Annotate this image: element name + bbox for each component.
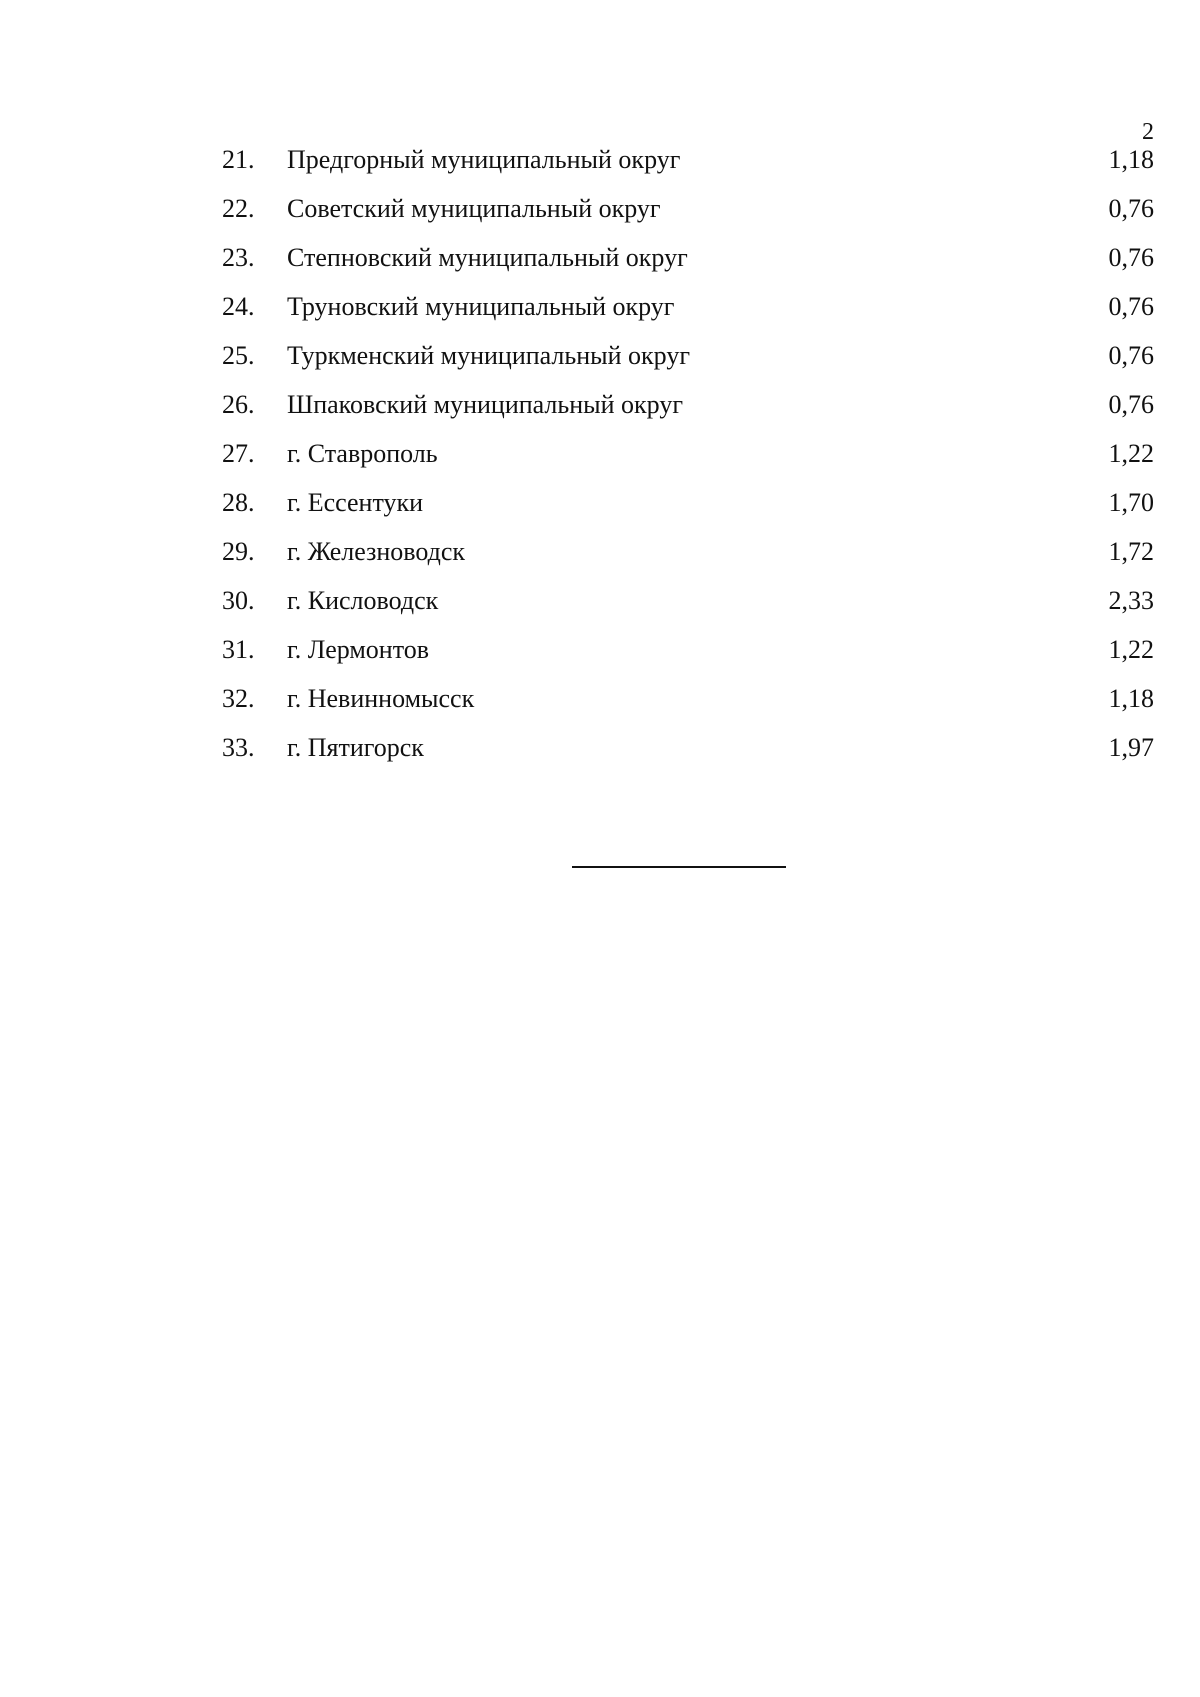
row-value: 2,33 (1108, 586, 1154, 615)
row-number: 30. (222, 586, 255, 615)
row-number: 21. (222, 145, 255, 174)
row-number: 26. (222, 390, 255, 419)
row-name: г. Кисловодск (287, 586, 439, 615)
row-name: Предгорный муниципальный округ (287, 145, 681, 174)
coefficients-table (0, 145, 1200, 782)
row-number: 29. (222, 537, 255, 566)
row-number: 32. (222, 684, 255, 713)
row-value: 0,76 (1108, 390, 1154, 419)
table-row (0, 586, 1200, 635)
row-number: 23. (222, 243, 255, 272)
table-row (0, 292, 1200, 341)
row-name: г. Лермонтов (287, 635, 429, 664)
table-row (0, 439, 1200, 488)
row-number: 28. (222, 488, 255, 517)
row-name: Советский муниципальный округ (287, 194, 661, 223)
row-value: 1,70 (1108, 488, 1154, 517)
row-number: 22. (222, 194, 255, 223)
table-row (0, 635, 1200, 684)
row-number: 25. (222, 341, 255, 370)
row-value: 1,22 (1108, 635, 1154, 664)
row-name: г. Пятигорск (287, 733, 424, 762)
table-row (0, 488, 1200, 537)
row-value: 1,22 (1108, 439, 1154, 468)
table-row (0, 243, 1200, 292)
table-row (0, 390, 1200, 439)
row-name: г. Ставрополь (287, 439, 438, 468)
end-of-document-line (572, 866, 786, 868)
row-value: 0,76 (1108, 194, 1154, 223)
row-value: 1,18 (1108, 145, 1154, 174)
row-number: 24. (222, 292, 255, 321)
row-value: 1,72 (1108, 537, 1154, 566)
table-row (0, 684, 1200, 733)
row-name: Труновский муниципальный округ (287, 292, 675, 321)
row-number: 31. (222, 635, 255, 664)
row-name: Шпаковский муниципальный округ (287, 390, 683, 419)
table-row (0, 194, 1200, 243)
row-name: Туркменский муниципальный округ (287, 341, 690, 370)
row-name: Степновский муниципальный округ (287, 243, 688, 272)
page-number: 2 (1142, 119, 1154, 145)
row-value: 1,18 (1108, 684, 1154, 713)
row-value: 0,76 (1108, 292, 1154, 321)
row-number: 27. (222, 439, 255, 468)
row-name: г. Ессентуки (287, 488, 424, 517)
row-number: 33. (222, 733, 255, 762)
row-name: г. Невинномысск (287, 684, 475, 713)
row-value: 0,76 (1108, 341, 1154, 370)
row-value: 0,76 (1108, 243, 1154, 272)
table-row (0, 341, 1200, 390)
table-row (0, 145, 1200, 194)
row-value: 1,97 (1108, 733, 1154, 762)
row-name: г. Железноводск (287, 537, 466, 566)
table-row (0, 537, 1200, 586)
table-row (0, 733, 1200, 782)
